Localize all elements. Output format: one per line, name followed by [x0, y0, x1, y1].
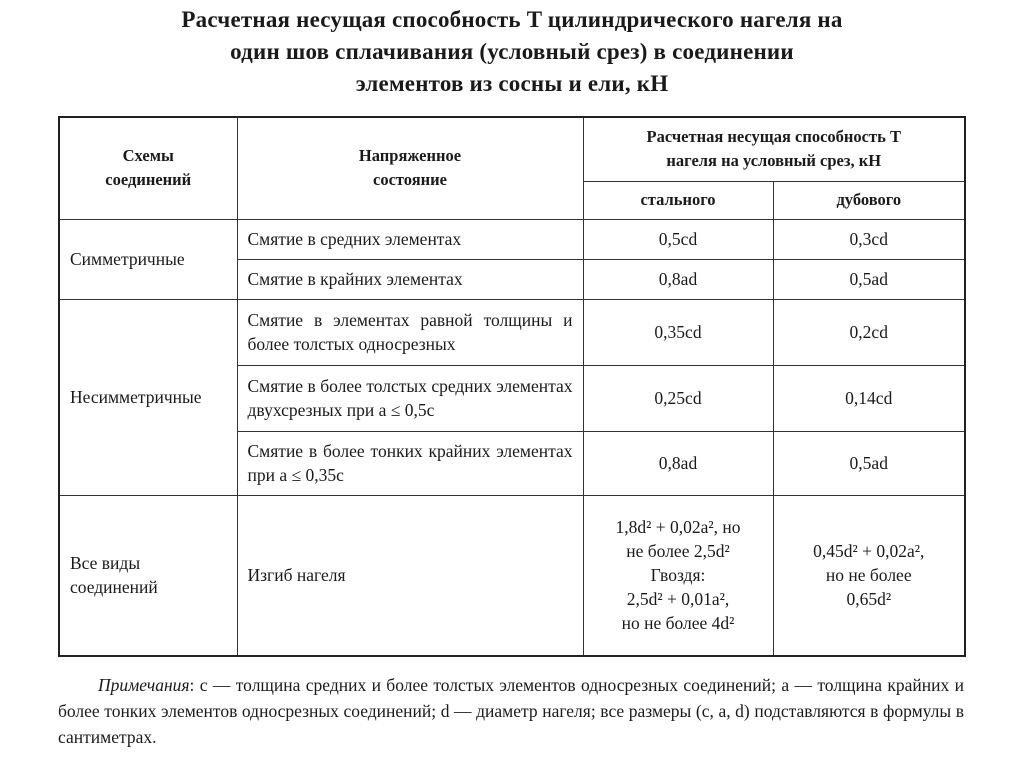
steel-value: 0,35cd: [583, 299, 773, 365]
scheme-all: Все виды соединений: [59, 495, 237, 656]
steel-formula-line: 1,8d² + 0,02a², но: [615, 517, 741, 538]
steel-formula-line: не более 2,5d²: [626, 541, 730, 562]
oak-formula-line: но не более: [825, 565, 912, 586]
oak-value: 0,14cd: [773, 365, 965, 431]
steel-value: 0,8ad: [583, 431, 773, 495]
state-text: Смятие в более толстых средних элементах двухсрезных при a ≤ 0,5c: [247, 376, 573, 420]
title-line-1: Расчетная несущая способность T цилиндрического нагеля на: [181, 7, 843, 32]
steel-value: 0,5cd: [583, 219, 773, 259]
state-cell: Изгиб нагеля: [237, 495, 583, 656]
state-cell: [237, 365, 583, 431]
header-oak: дубового: [773, 181, 965, 219]
state-cell: Смятие в крайних элементах: [237, 259, 583, 299]
scheme-asymmetric: Несимметричные: [59, 299, 237, 495]
steel-formula: [583, 495, 773, 656]
oak-value: 0,2cd: [773, 299, 965, 365]
state-cell: Смятие в средних элементах: [237, 219, 583, 259]
note-paragraph: [58, 672, 964, 750]
document-title: [0, 4, 1024, 100]
note-label: Примечания: [98, 675, 190, 695]
title-line-2: один шов сплачивания (условный срез) в соединении: [230, 39, 794, 64]
state-text: Смятие в более тонких крайних элементах при a ≤ 0,35c: [247, 441, 573, 485]
steel-formula-line: но не более 4d²: [621, 613, 735, 634]
steel-value: 0,25cd: [583, 365, 773, 431]
state-cell: [237, 431, 583, 495]
oak-formula-line: 0,45d² + 0,02a²,: [813, 541, 925, 562]
steel-formula-line: Гвоздя:: [650, 565, 706, 586]
oak-value: 0,3cd: [773, 219, 965, 259]
note-text: : c — толщина средних и более толстых элементов односрезных соединений; a — толщина крайних и более тонких элементов односрезных соединений; d — диаметр нагеля; все размеры (c, a, d) подставляются в формулы в сантиметрах.: [58, 675, 964, 747]
state-text: Смятие в элементах равной толщины и более толстых односрезных: [247, 310, 573, 354]
header-state: Напряженное состояние: [237, 117, 583, 219]
oak-value: 0,5ad: [773, 259, 965, 299]
header-scheme: Схемы соединений: [59, 117, 237, 219]
capacity-table: [58, 116, 966, 657]
title-line-3: элементов из сосны и ели, кН: [355, 71, 669, 96]
oak-value: 0,5ad: [773, 431, 965, 495]
scheme-symmetric: Симметричные: [59, 219, 237, 299]
oak-formula-line: 0,65d²: [846, 589, 892, 610]
header-capacity: Расчетная несущая способность T нагеля на условный срез, кН: [583, 117, 965, 181]
header-steel: стального: [583, 181, 773, 219]
steel-value: 0,8ad: [583, 259, 773, 299]
oak-formula: [773, 495, 965, 656]
steel-formula-line: 2,5d² + 0,01a²,: [626, 589, 730, 610]
state-cell: [237, 299, 583, 365]
table-note: [58, 672, 964, 750]
